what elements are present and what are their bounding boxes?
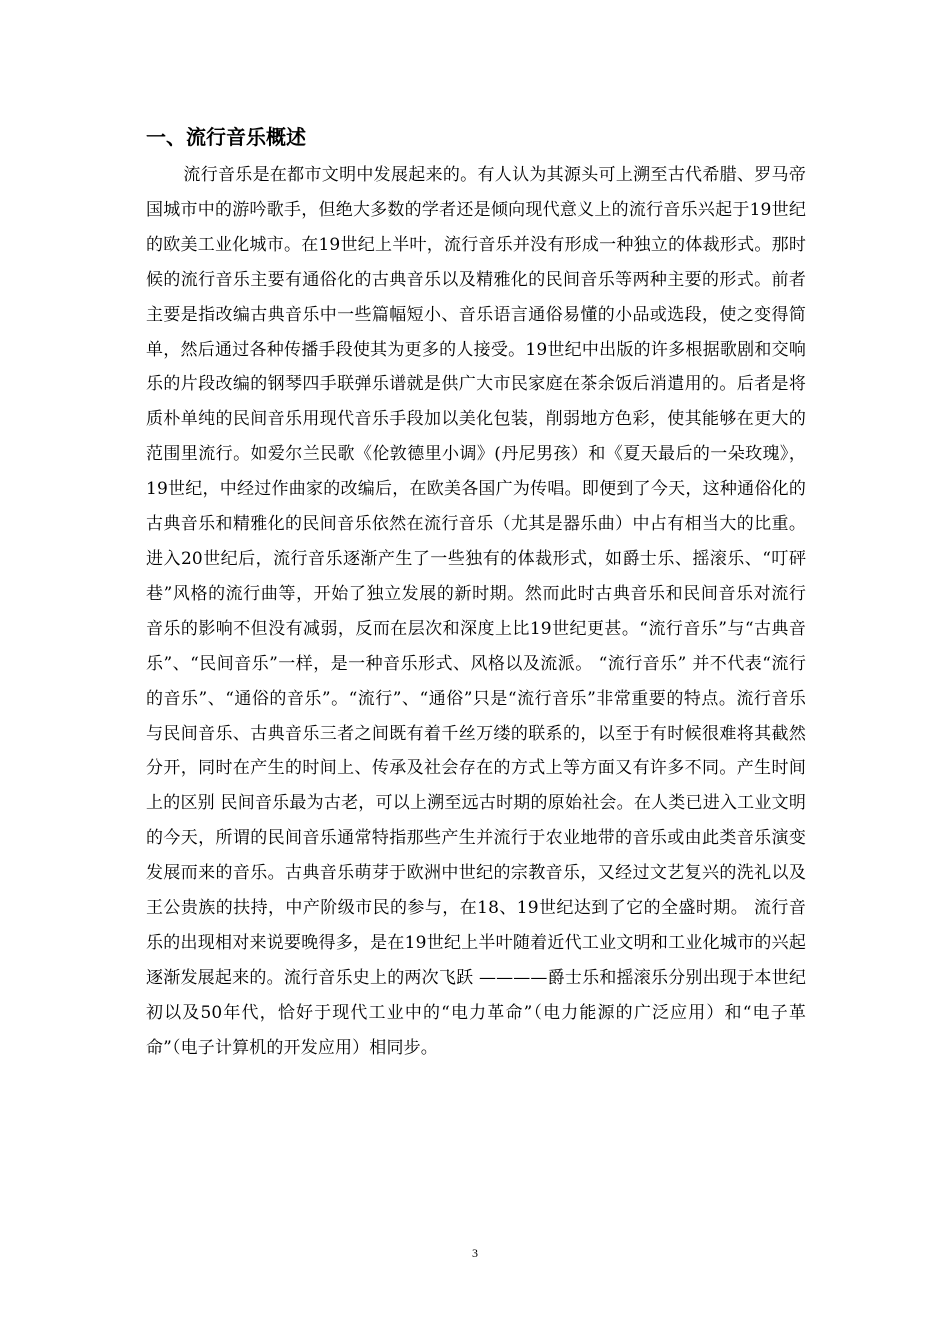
- page-number: 3: [472, 1246, 478, 1260]
- body-paragraph: 流行音乐是在都市文明中发展起来的。有人认为其源头可上溯至古代希腊、罗马帝国城市中的游吟歌手，但绝大多数的学者还是倾向现代意义上的流行音乐兴起于19世纪的欧美工业化城市。在19世纪上半叶，流行音乐并没有形成一种独立的体裁形式。那时候的流行音乐主要有通俗化的古典音乐以及精雅化的民间音乐等两种主要的形式。前者主要是指改编古典音乐中一些篇幅短小、音乐语言通俗易懂的小品或选段，使之变得简单，然后通过各种传播手段使其为更多的人接受。19世纪中出版的许多根据歌剧和交响乐的片段改编的钢琴四手联弹乐谱就是供广大市民家庭在茶余饭后消遣用的。后者是将质朴单纯的民间音乐用现代音乐手段加以美化包装，削弱地方色彩，使其能够在更大的范围里流行。如爱尔兰民歌《伦敦德里小调》(丹尼男孩）和《夏天最后的一朵玫瑰》，19世纪，中经过作曲家的改编后，在欧美各国广为传唱。即便到了今天，这种通俗化的古典音乐和精雅化的民间音乐依然在流行音乐（尤其是器乐曲）中占有相当大的比重。进入20世纪后，流行音乐逐渐产生了一些独有的体裁形式，如爵士乐、摇滚乐、“叮砰巷”风格的流行曲等，开始了独立发展的新时期。然而此时古典音乐和民间音乐对流行音乐的影响不但没有减弱，反而在层次和深度上比19世纪更甚。“流行音乐”与“古典音乐”、“民间音乐”一样，是一种音乐形式、风格以及流派。 “流行音乐” 并不代表“流行的音乐”、“通俗的音乐”。“流行”、“通俗”只是“流行音乐”非常重要的特点。流行音乐与民间音乐、古典音乐三者之间既有着千丝万缕的联系的，以至于有时候很难将其截然分开，同时在产生的时间上、传承及社会存在的方式上等方面又有许多不同。产生时间上的区别 民间音乐最为古老，可以上溯至远古时期的原始社会。在人类已进入工业文明的今天，所谓的民间音乐通常特指那些产生并流行于农业地带的音乐或由此类音乐演变发展而来的音乐。古典音乐萌芽于欧洲中世纪的宗教音乐，又经过文艺复兴的洗礼以及王公贵族的扶持，中产阶级市民的参与，在18、19世纪达到了它的全盛时期。 流行音乐的出现相对来说要晚得多，是在19世纪上半叶随着近代工业文明和工业化城市的兴起逐渐发展起来的。流行音乐史上的两次飞跃 ————爵士乐和摇滚乐分别出现于本世纪初以及50年代，恰好于现代工业中的“电力革命”（电力能源的广泛应用）和“电子革命”（电子计算机的开发应用）相同步。: [146, 165, 806, 1058]
- section-heading: 一、流行音乐概述: [146, 125, 306, 149]
